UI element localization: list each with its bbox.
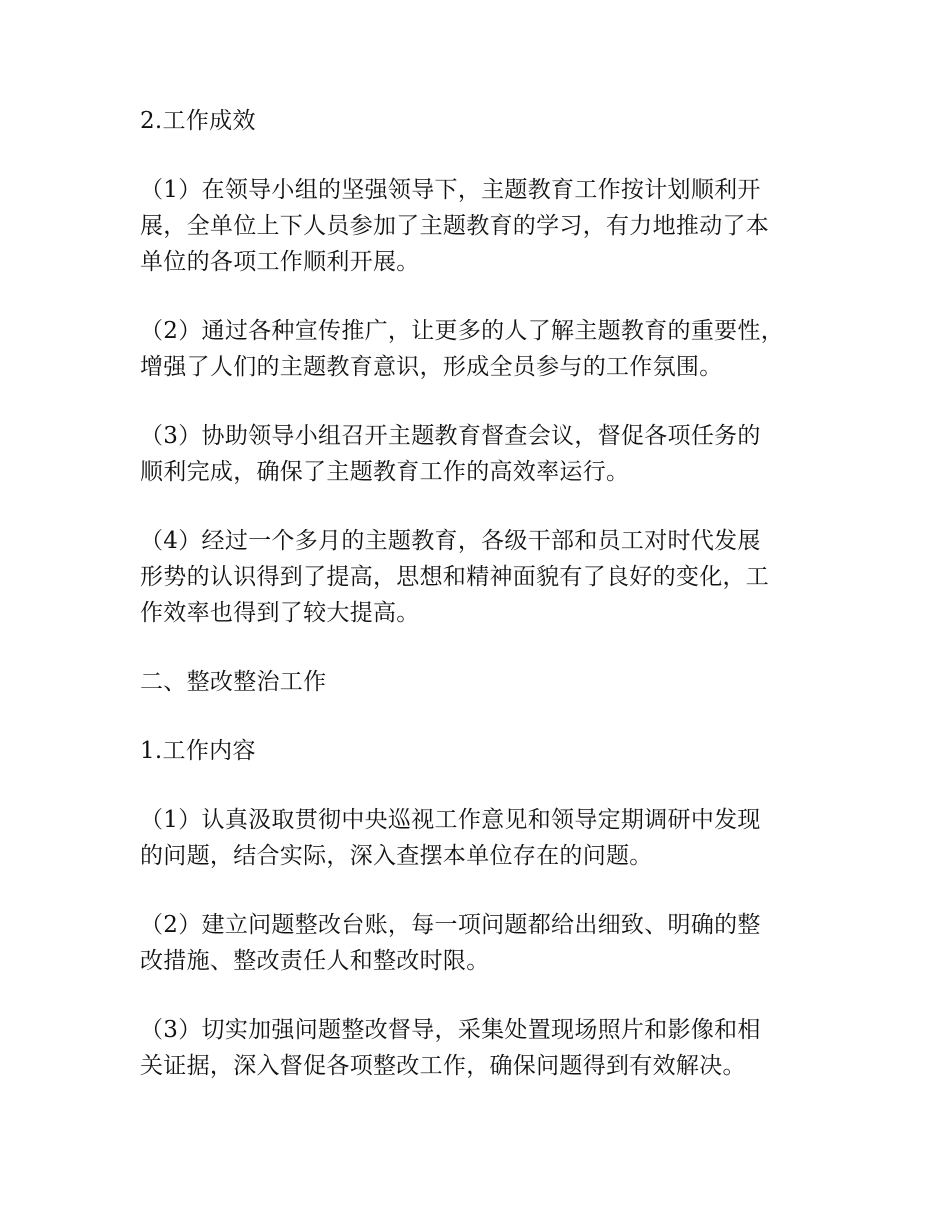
paragraph-content-item-3: （3）切实加强问题整改督导，采集处置现场照片和影像和相 关证据，深入督促各项整改工作，确保问题得到有效解决。 (140, 1017, 761, 1079)
section-heading-work-content: 1.工作内容 (140, 738, 256, 764)
section-heading-work-results: 2.工作成效 (140, 108, 256, 134)
section-heading-rectification: 二、整改整治工作 (140, 669, 327, 695)
document-body (140, 103, 820, 1117)
paragraph-content-item-2: （2）建立问题整改台账，每一项问题都给出细致、明确的整 改措施、整改责任人和整改时限。 (140, 912, 761, 974)
paragraph-results-item-4: （4）经过一个多月的主题教育，各级干部和员工对时代发展 形势的认识得到了提高，思想和精神面貌有了良好的变化，工 作效率也得到了较大提高。 (140, 528, 770, 626)
paragraph-results-item-1: （1）在领导小组的坚强领导下，主题教育工作按计划顺利开 展，全单位上下人员参加了主题教育的学习，有力地推动了本 单位的各项工作顺利开展。 (140, 177, 770, 275)
paragraph-results-item-2: （2）通过各种宣传推广，让更多的人了解主题教育的重要性， 增强了人们的主题教育意识，形成全员参与的工作氛围。 (140, 318, 785, 380)
paragraph-content-item-1: （1）认真汲取贯彻中央巡视工作意见和领导定期调研中发现 的问题，结合实际，深入查摆本单位存在的问题。 (140, 807, 761, 869)
paragraph-results-item-3: （3）协助领导小组召开主题教育督查会议，督促各项任务的 顺利完成，确保了主题教育工作的高效率运行。 (140, 423, 761, 485)
